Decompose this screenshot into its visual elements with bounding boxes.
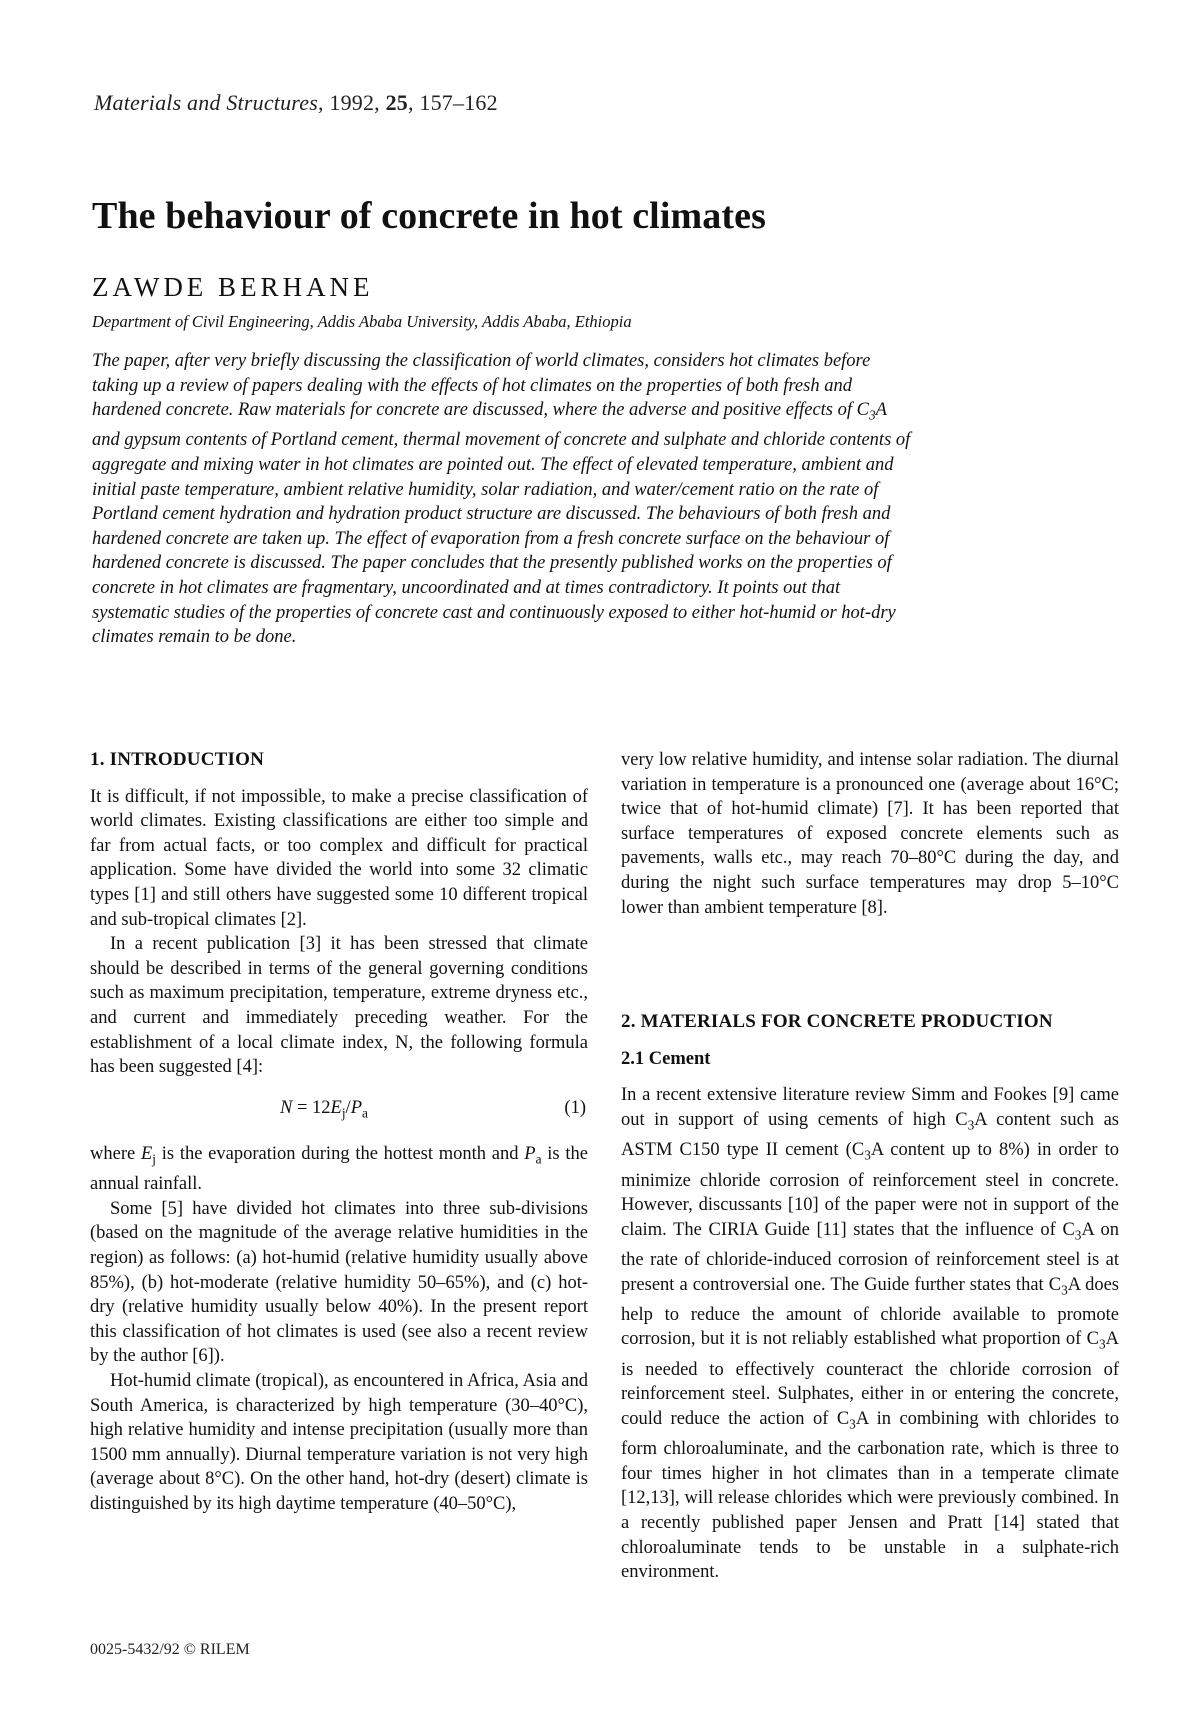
equation-number: (1) xyxy=(564,1097,586,1118)
subscript-3: 3 xyxy=(1061,1282,1068,1298)
journal-year: 1992, xyxy=(323,90,386,115)
equation-body xyxy=(280,1096,368,1126)
subscript-3: 3 xyxy=(967,1117,975,1133)
text: A on the rate of chloride-induced corrosion of reinforcement steel is at present a controversial one. The Guide further states that C xyxy=(621,1219,1119,1295)
section-heading-materials: 2. MATERIALS FOR CONCRETE PRODUCTION xyxy=(621,1011,1053,1033)
paragraph: very low relative humidity, and intense solar radiation. The diurnal variation in temperature is a pronounced one (average about 16°C; twice that of hot-humid climate) [7]. It has been reported that surface temperatures of exposed concrete elements such as pavements, walls etc., may reach 70–80°C during the day, and during the night such surface temperatures may drop 5–10°C lower than ambient temperature [8]. xyxy=(621,750,1119,918)
subscript-3: 3 xyxy=(1074,1227,1082,1243)
text: A content up to 8%) in order to minimize chloride corrosion of reinforcement steel in concrete. However, discussants [10] of the paper were not in support of the claim. The CIRIA Guide [11] states that the influence of C xyxy=(621,1140,1119,1240)
subscript-3: 3 xyxy=(864,1147,871,1163)
copyright-code: 0025-5432/92 © RILEM xyxy=(90,1641,250,1658)
text: In a recent extensive literature review Simm and Fookes [9] came out in support of using cements of high C xyxy=(621,1085,1119,1130)
paragraph: Some [5] have divided hot climates into three sub-divisions (based on the magnitude of the average relative humidities in the region) as follows: (a) hot-humid (relative humidity usually above 85%), (b) hot-moderate (relative humidity 50–65%), and (c) hot-dry (relative humidity usually below 40%). In the present report this classification of hot climates is used (see also a recent review by the author [6]). xyxy=(90,1198,588,1367)
equation-sub-a: a xyxy=(362,1105,368,1121)
abstract-text-part2: A and gypsum contents of Portland cement, thermal movement of concrete and sulphate and chloride contents of aggregate and mixing water in hot climates are pointed out. The effect of elevated temperature, ambient and initial paste temperature, ambient relative humidity, solar radiation, and water/cement ratio on the rate of Portland cement hydration and hydration product structure are discussed. The behaviours of both fresh and hardened concrete are taken up. The effect of evaporation from a fresh concrete surface on the behaviour of hardened concrete is discussed. The paper concludes that the presently published works on the properties of concrete in hot climates are fragmentary, uncoordinated and at times contradictory. It points out that systematic studies of the properties of concrete cast and continuously exposed to either hot-humid or hot-dry climates remain to be done. xyxy=(92,400,911,648)
abstract xyxy=(92,349,914,650)
right-column xyxy=(621,748,1119,1585)
subscript-a: a xyxy=(535,1151,542,1167)
subscript-3: 3 xyxy=(1098,1337,1106,1353)
abstract-text-part1: The paper, after very briefly discussing the classification of world climates, considers hot climates before taking up a review of papers dealing with the effects of hot climates on the properties of both fresh and hardened concrete. Raw materials for concrete are discussed, where the adverse and positive effects of C xyxy=(92,351,871,421)
equation-lhs: N xyxy=(280,1097,293,1118)
journal-name: Materials and Structures, xyxy=(94,90,324,115)
journal-pages: , 157–162 xyxy=(408,90,498,115)
abstract-subscript: 3 xyxy=(869,407,876,423)
paper-title: The behaviour of concrete in hot climates xyxy=(92,195,766,237)
paragraph xyxy=(90,1142,588,1197)
running-head xyxy=(94,90,498,116)
left-column xyxy=(90,748,588,1517)
paragraph: Hot-humid climate (tropical), as encountered in Africa, Asia and South America, is characterized by high temperature (30–40°C), high relative humidity and intense precipitation (usually more than 1500 mm annually). Diurnal temperature variation is not very high (average about 8°C). On the other hand, hot-dry (desert) climate is distinguished by its high daytime temperature (40–50°C), xyxy=(90,1371,588,1514)
text: where xyxy=(90,1144,141,1164)
text: is the evaporation during the hottest month and xyxy=(155,1144,525,1164)
subscript-j: j xyxy=(152,1151,156,1167)
symbol-P: P xyxy=(524,1144,536,1164)
text: A in combining with chlorides to form chloroaluminate, and the carbonation rate, which is three to four times higher in hot climates than in a temperate climate [12,13], will release chlorides which were previously combined. In a recently published paper Jensen and Pratt [14] stated that chloroaluminate tends to be unstable in a sulphate-rich environment. xyxy=(621,1408,1119,1583)
paragraph: It is difficult, if not impossible, to make a precise classification of world climates. Existing classifications are either too simple and far from actual facts, or too complex and difficult for practical application. Some have divided the world into some 32 climatic types [1] and still others have suggested some 10 different tropical and sub-tropical climates [2]. xyxy=(90,786,588,930)
paragraph xyxy=(621,1083,1119,1584)
section-heading-introduction: 1. INTRODUCTION xyxy=(90,749,265,770)
text: A does help to reduce the amount of chloride available to promote corrosion, but it is not reliably established what proportion of C xyxy=(621,1274,1120,1350)
equation-sub-j: j xyxy=(341,1105,346,1121)
author-affiliation: Department of Civil Engineering, Addis Ababa University, Addis Ababa, Ethiopia xyxy=(92,312,632,331)
journal-volume: 25 xyxy=(385,90,408,115)
text: A content such as ASTM C150 type II cement (C xyxy=(621,1109,1119,1161)
subsection-heading-cement: 2.1 Cement xyxy=(621,1048,711,1069)
text: A is needed to effectively counteract the chloride corrosion of reinforcement steel. Sulphates, either in or entering the concrete, could reduce the action of C xyxy=(621,1329,1119,1429)
paragraph: In a recent publication [3] it has been stressed that climate should be described in terms of the general governing conditions such as maximum precipitation, temperature, extreme dryness etc., and current and immediately preceding weather. For the establishment of a local climate index, N, the following formula has been suggested [4]: xyxy=(90,934,588,1078)
equation-slash: / xyxy=(345,1097,351,1118)
subscript-3: 3 xyxy=(849,1416,856,1432)
equation-rhs: = 12 xyxy=(292,1097,331,1118)
symbol-E: E xyxy=(140,1144,153,1164)
equation-P: P xyxy=(350,1097,362,1118)
equation-E: E xyxy=(330,1097,342,1118)
equation-1 xyxy=(90,1096,588,1126)
author-name: ZAWDE BERHANE xyxy=(92,272,374,302)
text: is the annual rainfall. xyxy=(90,1144,588,1195)
